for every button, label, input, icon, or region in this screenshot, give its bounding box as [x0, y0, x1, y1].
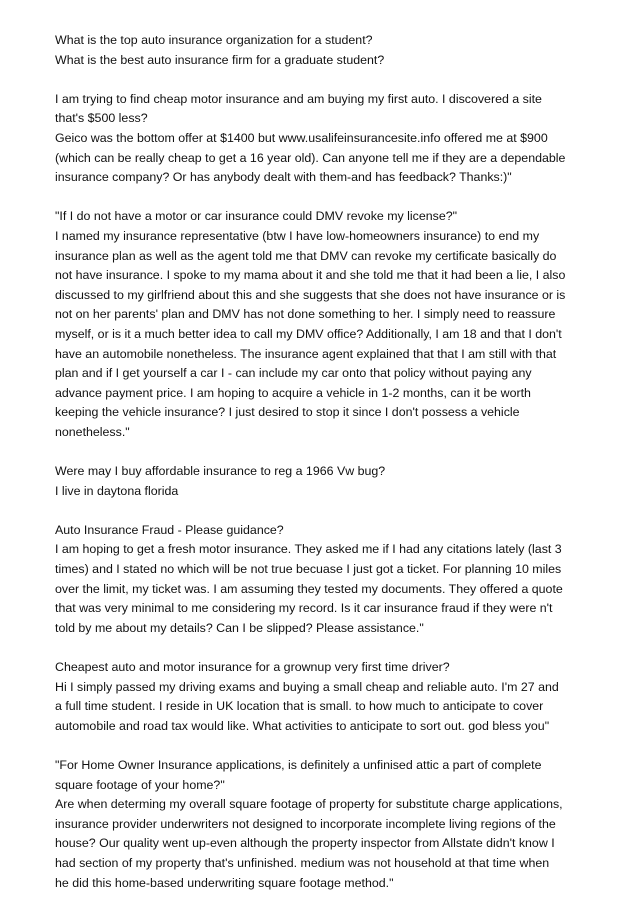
- text-line: insurance plan as well as the agent told me that DMV can revoke my certificate basically do: [55, 248, 557, 263]
- paragraph-cheap-motor-insurance: [55, 90, 595, 188]
- text-line: that was very minimal to me considering my record. Is it car insurance fraud if they were n't: [55, 601, 553, 616]
- document-page: [55, 31, 595, 913]
- text-line: a full time student. I reside in UK location that is small. to how much to anticipate to cover: [55, 699, 544, 714]
- text-line: I am hoping to get a fresh motor insurance. They asked me if I had any citations lately (last 3: [55, 542, 562, 557]
- paragraph-insurance-fraud: [55, 521, 595, 639]
- text-line: Were may I buy affordable insurance to reg a 1966 Vw bug?: [55, 464, 386, 479]
- paragraph-student-insurance: [55, 31, 595, 70]
- text-line: advance payment price. I am hoping to acquire a vehicle in 1-2 months, can it be worth: [55, 385, 531, 400]
- paragraph-home-owner-insurance: [55, 756, 595, 893]
- text-line: myself, or is it a much better idea to call my DMV office? Additionally, I am 18 and that I don't: [55, 326, 562, 341]
- text-line: square footage of your home?": [55, 777, 225, 792]
- text-line: "If I do not have a motor or car insurance could DMV revoke my license?": [55, 209, 458, 224]
- text-line: automobile and road tax would like. What activities to anticipate to sort out. god bless you": [55, 718, 550, 733]
- text-line: over the limit, my ticket was. I am assuming they tested my documents. They offered a quote: [55, 581, 563, 596]
- text-line: times) and I stated no which will be not true becuase I just got a ticket. For planning 10 miles: [55, 562, 562, 577]
- text-line: had section of my property that's unfinished. medium was not household at that time when: [55, 855, 550, 870]
- text-line: I am trying to find cheap motor insurance and am buying my first auto. I discovered a site: [55, 91, 542, 106]
- paragraph-vw-bug: [55, 462, 595, 501]
- text-line: discussed to my girlfriend about this and she suggests that she does not have insurance or is: [55, 287, 566, 302]
- text-line: Are when determing my overall square footage of property for substitute charge applications,: [55, 797, 563, 812]
- text-line: Hi I simply passed my driving exams and buying a small cheap and reliable auto. I'm 27 and: [55, 679, 559, 694]
- text-line: that's $500 less?: [55, 111, 148, 126]
- text-line: he did this home-based underwriting square footage method.": [55, 875, 394, 890]
- text-line: plan and if I get yourself a car I - can include my car onto that policy without paying any: [55, 366, 532, 381]
- text-line: not on her parents' plan and DMV has not done something to her. I simply need to reassure: [55, 307, 556, 322]
- text-line: have an automobile nonetheless. The insurance agent explained that that I am still with that: [55, 346, 557, 361]
- text-line: Cheapest auto and motor insurance for a grownup very first time driver?: [55, 660, 450, 674]
- paragraph-first-time-driver: [55, 658, 595, 736]
- text-line: insurance company? Or has anybody dealt with them-and has feedback? Thanks:)": [55, 170, 512, 185]
- text-line: (which can be really cheap to get a 16 year old). Can anyone tell me if they are a dependable: [55, 150, 566, 165]
- paragraph-dmv-license: [55, 207, 595, 442]
- text-line: not have insurance. I spoke to my mama about it and she told me that it had been a lie, I also: [55, 268, 566, 283]
- text-line: Geico was the bottom offer at $1400 but www.usalifeinsurancesite.info offered me at $900: [55, 130, 548, 145]
- text-line: told by me about my details? Can I be slipped? Please assistance.": [55, 620, 424, 635]
- text-line: I live in daytona florida: [55, 483, 179, 498]
- text-line: nonetheless.": [55, 424, 130, 439]
- text-line: What is the top auto insurance organization for a student?: [55, 33, 373, 47]
- text-line: "For Home Owner Insurance applications, is definitely a unfinised attic a part of complete: [55, 757, 542, 772]
- text-line: insurance provider underwriters not designed to incorporate incomplete living regions of the: [55, 816, 556, 831]
- text-line: Auto Insurance Fraud - Please guidance?: [55, 522, 284, 537]
- text-line: house? Our quality went up-even although the property inspector from Allstate didn't know I: [55, 836, 555, 851]
- text-line: keeping the vehicle insurance? I just desired to stop it since I don't possess a vehicle: [55, 405, 520, 420]
- text-line: What is the best auto insurance firm for a graduate student?: [55, 52, 385, 67]
- text-line: I named my insurance representative (btw I have low-homeowners insurance) to end my: [55, 228, 540, 243]
